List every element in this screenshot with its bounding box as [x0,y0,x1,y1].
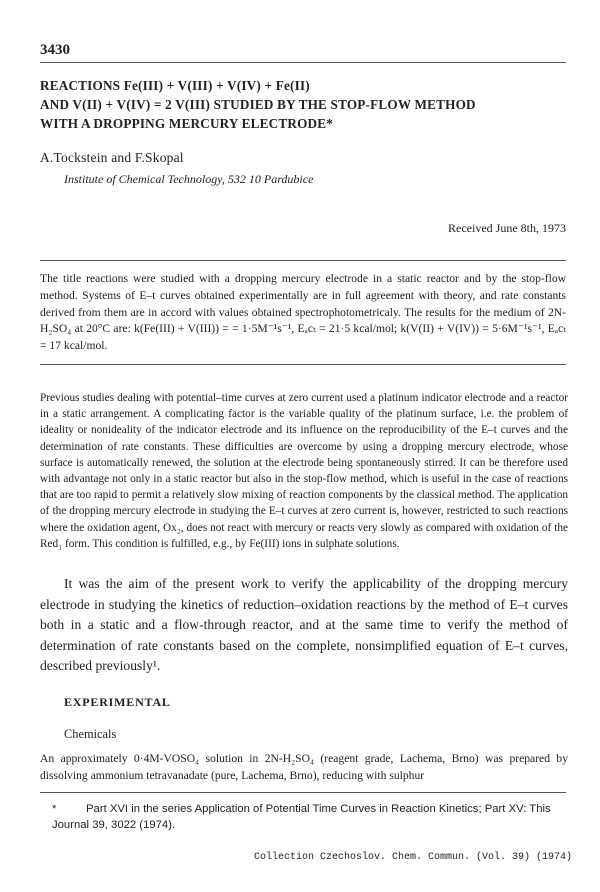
top-rule [40,62,566,63]
intro-paragraph: Previous studies dealing with potential–time curves at zero current used a platinum indicator electrode and a reactor in a static arrangement. A complicating factor is the variable quality of the platinum surface, i.e. the problem of ideality or nonideality of the indicator electrode and its influence on the reproducibility of the E–t curves and the determination of rate constants. These difficulties are overcome by using a dropping mercury electrode, whose surface is automatically renewed, the solution at the electrode being spontaneously stirred. It can be therefore used with advantage not only in a static reactor but also in the stop-flow method, which is useful in the case of reactions that are too rapid to permit a relatively slow mixing of reaction components by the classical method. The application of the dropping mercury electrode in studying the E–t curves at zero current is, however, restricted to such reactions where the oxidation agent, Ox₂, does not react with mercury or reacts very slowly as compared with oxidation of the Red₁ form. This condition is fulfilled, e.g., by Fe(III) ions in sulphate solutions. [40,392,568,550]
abstract-top-rule [40,260,566,261]
aim-section [40,574,568,677]
title-line-2: AND V(II) + V(IV) = 2 V(III) STUDIED BY THE STOP-FLOW METHOD [40,97,476,112]
section-heading: EXPERIMENTAL [64,695,171,709]
chemicals-paragraph: An approximately 0·4M-VOSO₄ solution in 2N-H₂SO₄ (reagent grade, Lachema, Brno) was prepared by dissolving ammonium tetravanadate (pure, Lachema, Brno), reducing with sulphur [40,752,568,782]
footnote-rule [40,792,566,793]
abstract-bottom-rule [40,364,566,365]
paper-title [40,76,566,133]
page-number: 3430 [40,42,70,58]
authors: A.Tockstein and F.Skopal [40,150,184,165]
title-line-1: REACTIONS Fe(III) + V(III) + V(IV) + Fe(II) [40,78,310,93]
title-line-3: WITH A DROPPING MERCURY ELECTRODE* [40,116,334,131]
footnote [52,801,566,833]
subsection-heading: Chemicals [64,727,117,741]
received-date: Received June 8th, 1973 [448,221,566,235]
abstract [40,271,566,355]
introduction [40,390,568,552]
footnote-text: Part XVI in the series Application of Potential Time Curves in Reaction Kinetics; Part XV: This Journal 39, 3022 (1974). [52,803,551,831]
aim-paragraph: It was the aim of the present work to verify the applicability of the dropping mercury electrode in studying the kinetics of reduction–oxidation reactions by the method of E–t curves both in a static and a flow-through reactor, and at the same time to verify the method of determination of rate constants based on the complete, nonsimplified equation of E–t curves, described previously¹. [40,576,568,673]
abstract-text: The title reactions were studied with a dropping mercury electrode in a static reactor and by the stop-flow method. Systems of E–t curves obtained experimentally are in full agreement with theory, and rate constants derived from them are in accord with values obtained spectrophotometricaly. The results for the medium of 2N-H₂SO₄ at 20°C are: k(Fe(III) + V(III)) = = 1·5M⁻¹s⁻¹, Eₐcₜ = 21·5 kcal/mol; k(V(II) + V(IV)) = 5·6M⁻¹s⁻¹, Eₐcₜ = 17 kcal/mol. [40,272,566,353]
journal-footer: Collection Czechoslov. Chem. Commun. (Vol. 39) (1974) [253,852,572,863]
footnote-mark: * [52,803,57,815]
chemicals-section [40,750,568,784]
affiliation: Institute of Chemical Technology, 532 10 Pardubice [64,172,314,186]
